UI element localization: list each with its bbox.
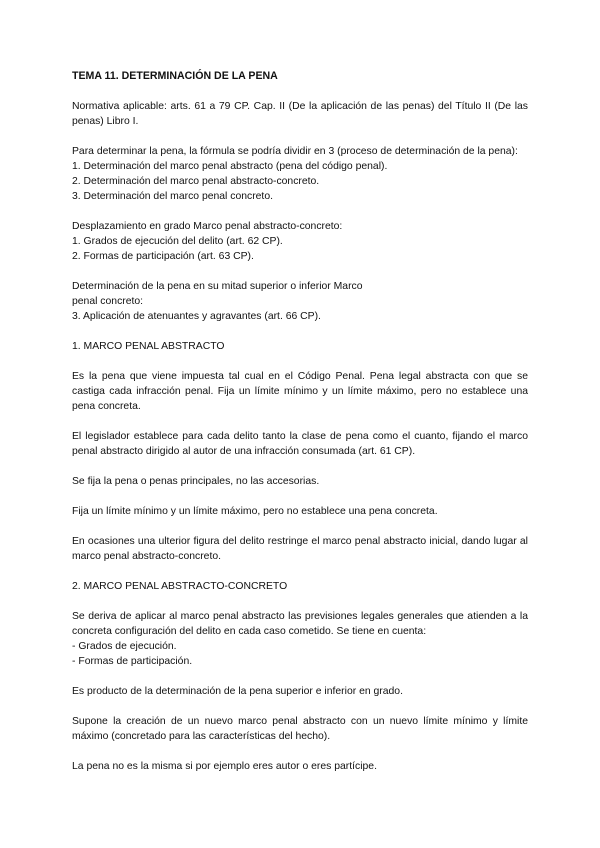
section-2-bullet: - Grados de ejecución. <box>72 641 177 652</box>
section-1-heading: 1. MARCO PENAL ABSTRACTO <box>72 341 225 352</box>
normativa-paragraph: Normativa aplicable: arts. 61 a 79 CP. Cap. II (De la aplicación de las penas) del Título II (De las penas) Libro I. <box>72 101 528 127</box>
section-2-paragraph: Es producto de la determinación de la pena superior e inferior en grado. <box>72 686 403 697</box>
document-page <box>72 69 528 789</box>
section-1-paragraph: Es la pena que viene impuesta tal cual en el Código Penal. Pena legal abstracta con que se castiga cada infracción penal. Fija un límite mínimo y un límite máximo, pero no establece una pena concreta. <box>72 371 528 412</box>
document-title: TEMA 11. DETERMINACIÓN DE LA PENA <box>72 70 278 82</box>
section-1-paragraph: El legislador establece para cada delito tanto la clase de pena como el cuanto, fijando el marco penal abstracto dirigido al autor de una infracción consumada (art. 61 CP). <box>72 431 528 457</box>
section-2-intro-block <box>72 609 528 669</box>
section-1-paragraph: Fija un límite mínimo y un límite máximo, pero no establece una pena concreta. <box>72 506 438 517</box>
desplazamiento-item: 2. Formas de participación (art. 63 CP). <box>72 251 254 262</box>
section-2-paragraph: Supone la creación de un nuevo marco penal abstracto con un nuevo límite mínimo y límite máximo (concretado para las características del hecho). <box>72 716 528 742</box>
section-1-paragraph: Se fija la pena o penas principales, no las accesorias. <box>72 476 320 487</box>
mitad-block <box>72 279 528 324</box>
section-2-heading: 2. MARCO PENAL ABSTRACTO-CONCRETO <box>72 581 288 592</box>
intro-step: 2. Determinación del marco penal abstracto-concreto. <box>72 176 320 187</box>
intro-step: 3. Determinación del marco penal concreto. <box>72 191 273 202</box>
mitad-lead: penal concreto: <box>72 296 144 307</box>
mitad-lead: Determinación de la pena en su mitad superior o inferior Marco <box>72 281 363 292</box>
desplazamiento-item: 1. Grados de ejecución del delito (art. 62 CP). <box>72 236 283 247</box>
section-2-paragraph: La pena no es la misma si por ejemplo eres autor o eres partícipe. <box>72 761 377 772</box>
intro-block <box>72 144 528 204</box>
intro-step: 1. Determinación del marco penal abstracto (pena del código penal). <box>72 161 388 172</box>
intro-paragraph: Para determinar la pena, la fórmula se podría dividir en 3 (proceso de determinación de la pena): <box>72 146 518 157</box>
section-2-bullet: - Formas de participación. <box>72 656 193 667</box>
section-2-intro: Se deriva de aplicar al marco penal abstracto las previsiones legales generales que atienden a la concreta configuración del delito en cada caso cometido. Se tiene en cuenta: <box>72 611 528 637</box>
desplazamiento-block <box>72 219 528 264</box>
section-1-paragraph: En ocasiones una ulterior figura del delito restringe el marco penal abstracto inicial, dando lugar al marco penal abstracto-concreto. <box>72 536 528 562</box>
desplazamiento-lead: Desplazamiento en grado Marco penal abstracto-concreto: <box>72 221 343 232</box>
mitad-item: 3. Aplicación de atenuantes y agravantes (art. 66 CP). <box>72 311 321 322</box>
